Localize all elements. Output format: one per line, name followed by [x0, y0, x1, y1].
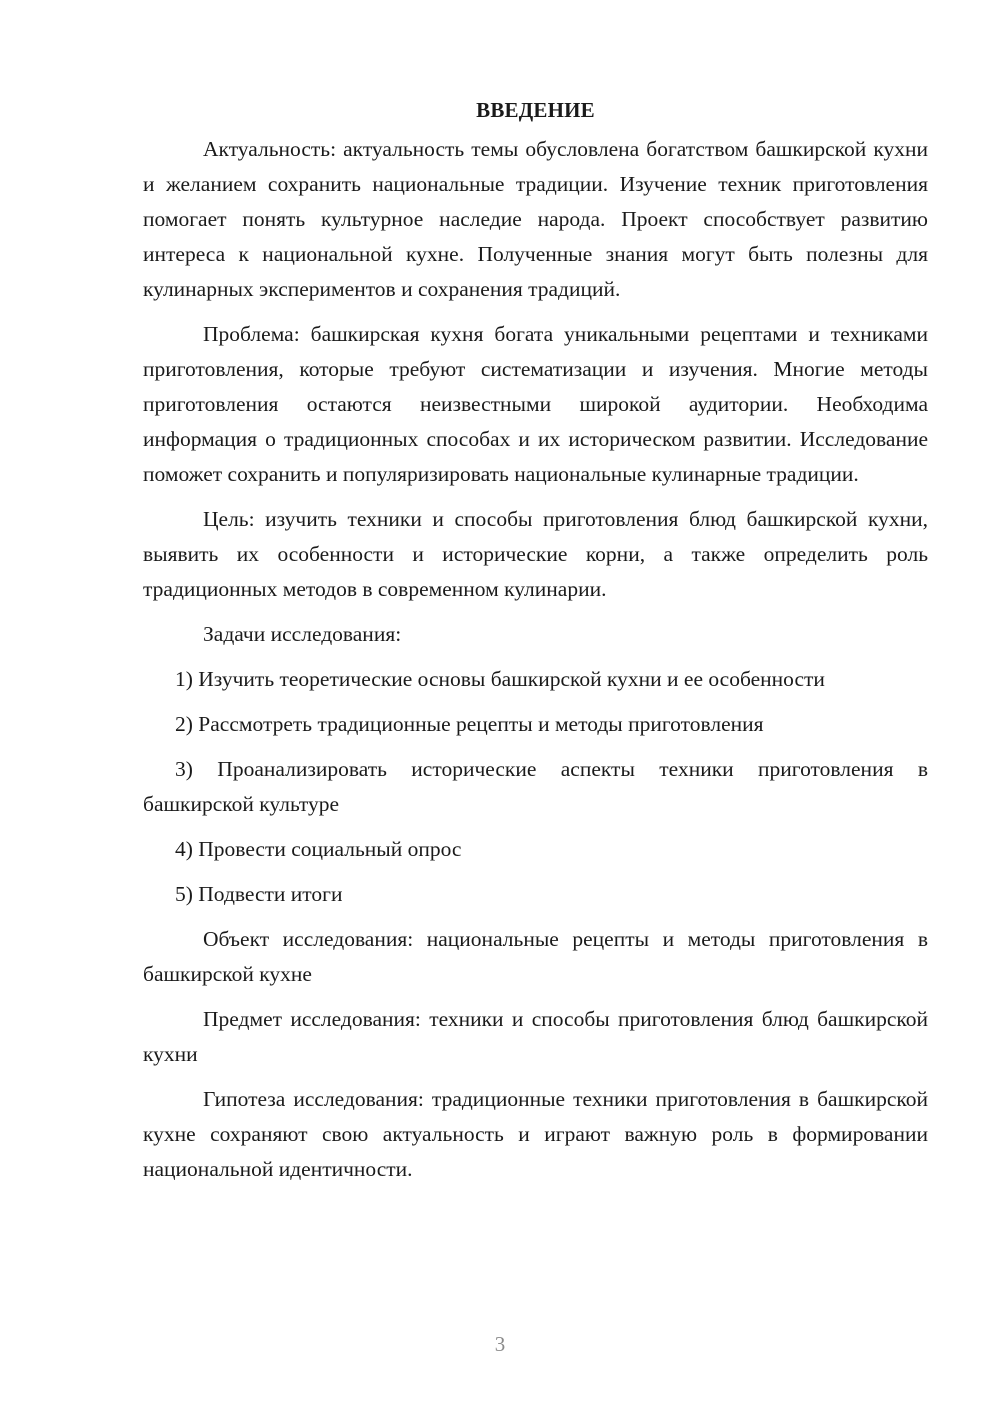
task-item-1: 1) Изучить теоретические основы башкирской кухни и ее особенности — [175, 667, 825, 691]
task-item-3: 3) Проанализировать исторические аспекты техники приготовления в башкирской культуре — [143, 757, 928, 816]
hypothesis-paragraph: Гипотеза исследования: традиционные техники приготовления в башкирской кухне сохраняют свою актуальность и играют важную роль в формировании национальной идентичности. — [143, 1087, 928, 1181]
object-paragraph: Объект исследования: национальные рецепты и методы приготовления в башкирской кухне — [143, 927, 928, 986]
page-title: ВВЕДЕНИЕ — [476, 98, 595, 122]
tasks-heading: Задачи исследования: — [203, 622, 402, 646]
goal-paragraph: Цель: изучить техники и способы приготовления блюд башкирской кухни, выявить их особенности и исторические корни, а также определить роль традиционных методов в современном кулинарии. — [143, 507, 928, 601]
page-number: 3 — [494, 1332, 506, 1356]
subject-paragraph: Предмет исследования: техники и способы приготовления блюд башкирской кухни — [143, 1007, 928, 1066]
task-item-5: 5) Подвести итоги — [175, 882, 343, 906]
relevance-paragraph: Актуальность: актуальность темы обусловлена богатством башкирской кухни и желанием сохранить национальные традиции. Изучение техник приготовления помогает понять культурное наследие народа. Проект способствует развитию интереса к национальной кухне. Полученные знания могут быть полезны для кулинарных экспериментов и сохранения традиций. — [143, 137, 928, 301]
task-item-2: 2) Рассмотреть традиционные рецепты и методы приготовления — [175, 712, 764, 736]
problem-paragraph: Проблема: башкирская кухня богата уникальными рецептами и техниками приготовления, которые требуют систематизации и изучения. Многие методы приготовления остаются неизвестными широкой аудитории. Необходима информация о традиционных способах и их историческом развитии. Исследование поможет сохранить и популяризировать национальные кулинарные традиции. — [143, 322, 928, 486]
document-page — [143, 92, 928, 1197]
task-item-4: 4) Провести социальный опрос — [175, 837, 462, 861]
